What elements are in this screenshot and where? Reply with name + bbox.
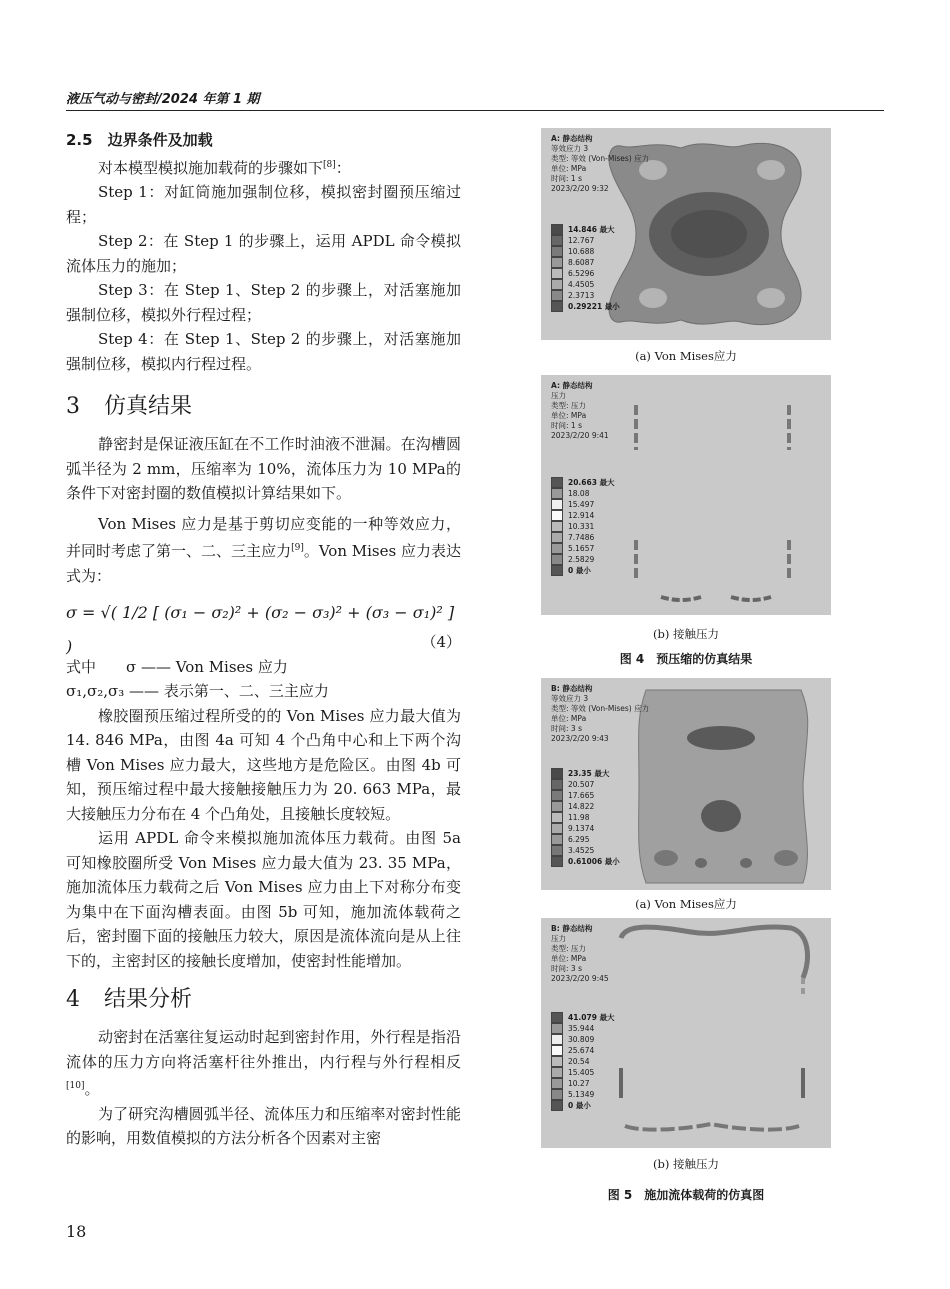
- section-4-heading: 4 结果分析: [66, 987, 193, 1012]
- section-3-p4: 运用 APDL 命令来模拟施加流体压力载荷。由图 5a 可知橡胶圈所受 Von Mises 应力最大值为 23. 35 MPa，施加流体压力载荷之后 Von Mises 应力由上下对称分布变为集中在下面沟槽表面。由图 5b 可知，施加流体载荷之后，密封圈下面的接触压力较大，原因是流体流向是从上往下的，主密封区的接触长度增加，使密封性能增加。: [66, 829, 461, 970]
- figure-5-caption: 图 5 施加流体载荷的仿真图: [607, 1188, 765, 1202]
- where-line-2: σ₁,σ₂,σ₃ —— 表示第一、二、三主应力: [66, 682, 329, 700]
- figure-5b: [541, 918, 831, 1148]
- header-rule: [66, 110, 884, 111]
- fig4b-legend: 20.663 最大 18.08 15.497 12.914 10.331 7.7486 5.1657 2.5829 0 最小: [551, 477, 641, 576]
- section-3-p1: 静密封是保证液压缸在不工作时油液不泄漏。在沟槽圆弧半径为 2 mm，压缩率为 10%，流体压力为 10 MPa的条件下对密封圈的数值模拟计算结果如下。: [66, 435, 461, 502]
- fig5a-caption: (a) Von Mises应力: [635, 897, 737, 911]
- section-3-heading: 3 仿真结果: [66, 394, 193, 419]
- fig4a-info: A: 静态结构 等效应力 3 类型: 等效 (Von-Mises) 应力 单位: MPa 时间: 1 s 2023/2/20 9:32: [551, 134, 650, 193]
- section-4-p1: 动密封在活塞往复运动时起到密封作用，外行程是指沿流体的压力方向将活塞杆往外推出，内行程与外行程相反[10]。: [66, 1028, 461, 1098]
- section-4-p2: 为了研究沟槽圆弧半径、流体压力和压缩率对密封性能的影响，用数值模拟的方法分析各个因素对主密: [66, 1104, 461, 1147]
- fig4b-caption: (b) 接触压力: [653, 627, 719, 641]
- section-2-5-intro: 对本模型模拟施加载荷的步骤如下[8]：: [98, 158, 351, 177]
- figure-5a: [541, 678, 831, 890]
- section-2-5-heading: 2.5 边界条件及加载: [66, 131, 213, 149]
- step-1: Step 1：对缸筒施加强制位移，模拟密封圈预压缩过程；: [66, 183, 461, 226]
- fig5a-legend: 23.35 最大 20.507 17.665 14.822 11.98 9.1374 6.295 3.4525 0.61006 最小: [551, 768, 641, 867]
- figure-4-caption: 图 4 预压缩的仿真结果: [619, 652, 753, 666]
- running-header: 液压气动与密封/2024 年第 1 期: [66, 92, 260, 107]
- step-2: Step 2：在 Step 1 的步骤上，运用 APDL 命令模拟流体压力的施加；: [66, 232, 461, 275]
- section-3-p3: 橡胶圈预压缩过程所受的的 Von Mises 应力最大值为 14. 846 MPa，由图 4a 可知 4 个凸角中心和上下两个沟槽 Von Mises 应力最大，这些地方是危险区。由图 4b 可知，预压缩过程中最大接触接触压力为 20. 663 MPa，最大接触压力分布在 4 个凸角处，且接触长度较短。: [66, 706, 461, 823]
- fig5a-info: B: 静态结构 等效应力 3 类型: 等效 (Von-Mises) 应力 单位: MPa 时间: 3 s 2023/2/20 9:43: [551, 684, 650, 743]
- fig5b-caption: (b) 接触压力: [653, 1157, 719, 1171]
- equation-number: （4）: [421, 633, 461, 651]
- step-4: Step 4：在 Step 1、Step 2 的步骤上，对活塞施加强制位移，模拟内行程过程。: [66, 330, 461, 373]
- fig4a-caption: (a) Von Mises应力: [635, 349, 737, 363]
- figure-4b: [541, 375, 831, 615]
- fig4a-legend: 14.846 最大 12.767 10.688 8.6087 6.5296 4.4505 2.3713 0.29221 最小: [551, 224, 641, 312]
- fig5b-info: B: 静态结构 压力 类型: 压力 单位: MPa 时间: 3 s 2023/2/20 9:45: [551, 924, 609, 983]
- fig4b-info: A: 静态结构 压力 类型: 压力 单位: MPa 时间: 1 s 2023/2/20 9:41: [551, 381, 609, 440]
- fig5b-legend: 41.079 最大 35.944 30.809 25.674 20.54 15.405 10.27 5.1349 0 最小: [551, 1012, 641, 1111]
- section-3-p2: Von Mises 应力是基于剪切应变能的一种等效应力，并同时考虑了第一、二、三主应力[9]。Von Mises 应力表达式为：: [66, 514, 461, 585]
- equation-4: σ = √( 1/2 [ (σ₁ − σ₂)² + (σ₂ − σ₃)² + (σ₃ − σ₁)² ] ): [66, 603, 455, 656]
- where-line-1: 式中 σ —— Von Mises 应力: [66, 657, 288, 676]
- figure-4a: [541, 128, 831, 340]
- page-number: 18: [66, 1222, 87, 1241]
- step-3: Step 3：在 Step 1、Step 2 的步骤上，对活塞施加强制位移，模拟外行程过程；: [66, 281, 461, 324]
- left-column: [66, 128, 461, 1151]
